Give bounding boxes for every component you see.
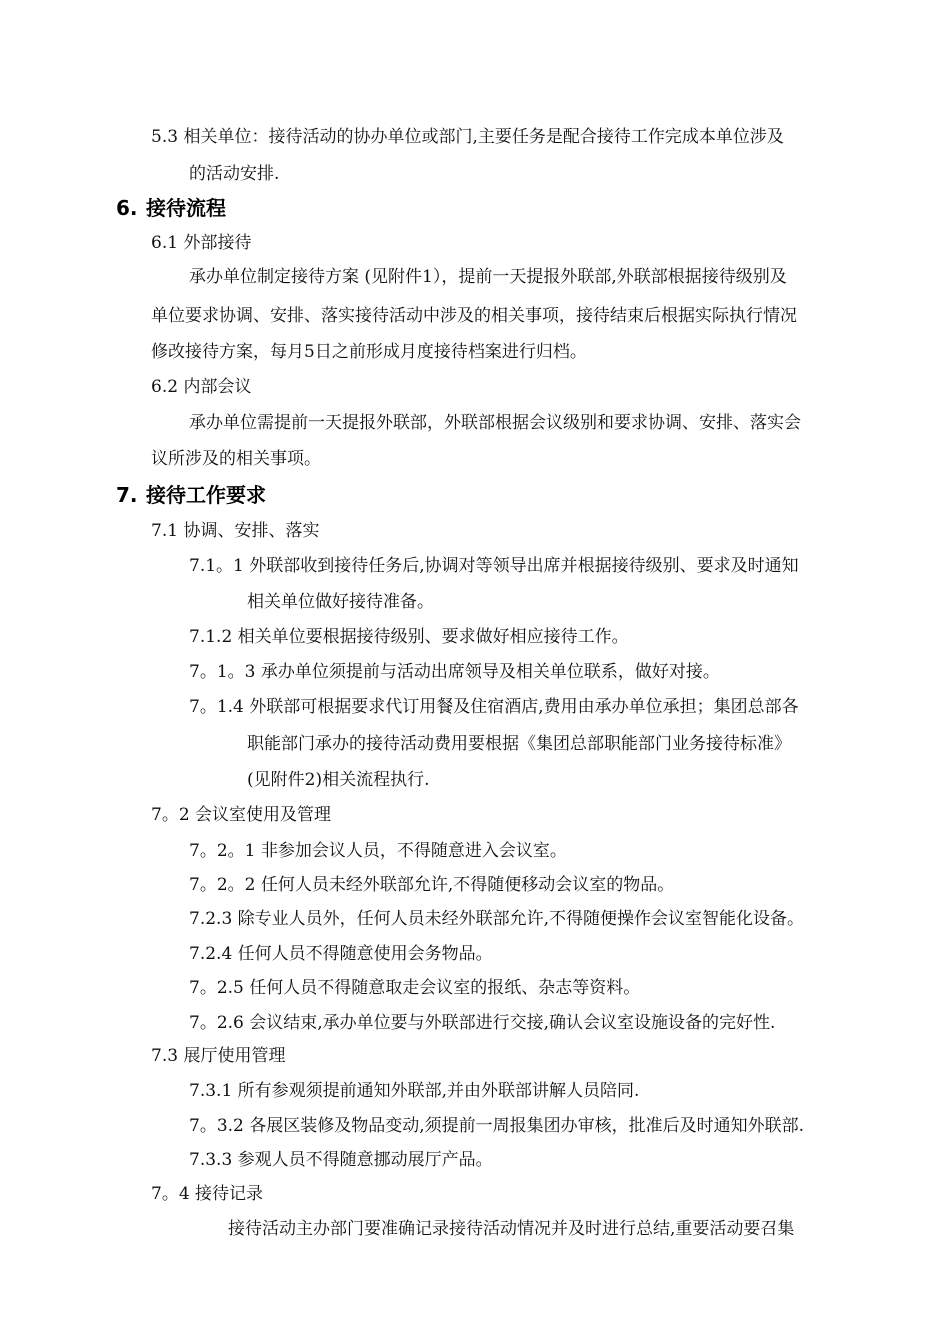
- section-7-2-2: 7。2。2 任何人员未经外联部允许,不得随便移动会议室的物品。: [189, 875, 675, 895]
- section-5-3-line-2: 的活动安排.: [189, 164, 280, 184]
- section-7-1-2: 7.1.2 相关单位要根据接待级别、要求做好相应接待工作。: [189, 627, 629, 647]
- section-7-2-3: 7.2.3 除专业人员外，任何人员未经外联部允许,不得随便操作会议室智能化设备。: [189, 909, 805, 929]
- section-7-2-6: 7。2.6 会议结束,承办单位要与外联部进行交接,确认会议室设施设备的完好性.: [189, 1013, 776, 1033]
- section-7-4-line-1: 接待活动主办部门要准确记录接待活动情况并及时进行总结,重要活动要召集: [228, 1219, 795, 1239]
- section-5-3-line-1: 5.3 相关单位：接待活动的协办单位或部门,主要任务是配合接待工作完成本单位涉及: [151, 127, 784, 147]
- section-7-1-1-line-2: 相关单位做好接待准备。: [247, 592, 434, 612]
- section-6-2-line-2: 议所涉及的相关事项。: [151, 449, 321, 469]
- section-7-3-2: 7。3.2 各展区装修及物品变动,须提前一周报集团办审核，批准后及时通知外联部.: [189, 1116, 805, 1136]
- section-6-number: 6.: [116, 196, 138, 220]
- section-7-2-1: 7。2。1 非参加会议人员，不得随意进入会议室。: [189, 841, 567, 861]
- section-7-1-4-line-3: (见附件2)相关流程执行.: [247, 770, 430, 790]
- section-6-1-title: 6.1 外部接待: [151, 233, 252, 253]
- section-7-1-4-line-2: 职能部门承办的接待活动费用要根据《集团总部职能部门业务接待标准》: [247, 734, 791, 754]
- section-7-heading: [116, 482, 266, 508]
- section-7-1-3: 7。1。3 承办单位须提前与活动出席领导及相关单位联系，做好对接。: [189, 662, 720, 682]
- section-6-2-title: 6.2 内部会议: [151, 377, 252, 397]
- section-7-1-1-line-1: 7.1。1 外联部收到接待任务后,协调对等领导出席并根据接待级别、要求及时通知: [189, 556, 799, 576]
- section-6-1-line-1: 承办单位制定接待方案 (见附件1），提前一天提报外联部,外联部根据接待级别及: [189, 267, 787, 287]
- section-7-2-title: 7。2 会议室使用及管理: [151, 805, 332, 825]
- section-7-title: 接待工作要求: [146, 483, 266, 507]
- section-7-4-title: 7。4 接待记录: [151, 1184, 264, 1204]
- section-6-1-line-3: 修改接待方案，每月5日之前形成月度接待档案进行归档。: [151, 342, 587, 362]
- section-6-2-line-1: 承办单位需提前一天提报外联部，外联部根据会议级别和要求协调、安排、落实会: [189, 413, 801, 433]
- section-6-title: 接待流程: [146, 196, 226, 220]
- section-7-3-title: 7.3 展厅使用管理: [151, 1046, 286, 1066]
- section-7-2-4: 7.2.4 任何人员不得随意使用会务物品。: [189, 944, 493, 964]
- section-6-heading: [116, 195, 226, 221]
- section-7-3-1: 7.3.1 所有参观须提前通知外联部,并由外联部讲解人员陪同.: [189, 1081, 640, 1101]
- section-7-3-3: 7.3.3 参观人员不得随意挪动展厅产品。: [189, 1150, 493, 1170]
- section-7-1-title: 7.1 协调、安排、落实: [151, 521, 320, 541]
- section-7-2-5: 7。2.5 任何人员不得随意取走会议室的报纸、杂志等资料。: [189, 978, 641, 998]
- section-7-number: 7.: [116, 483, 138, 507]
- section-6-1-line-2: 单位要求协调、安排、落实接待活动中涉及的相关事项，接待结束后根据实际执行情况: [151, 306, 797, 326]
- section-7-1-4-line-1: 7。1.4 外联部可根据要求代订用餐及住宿酒店,费用由承办单位承担；集团总部各: [189, 697, 799, 717]
